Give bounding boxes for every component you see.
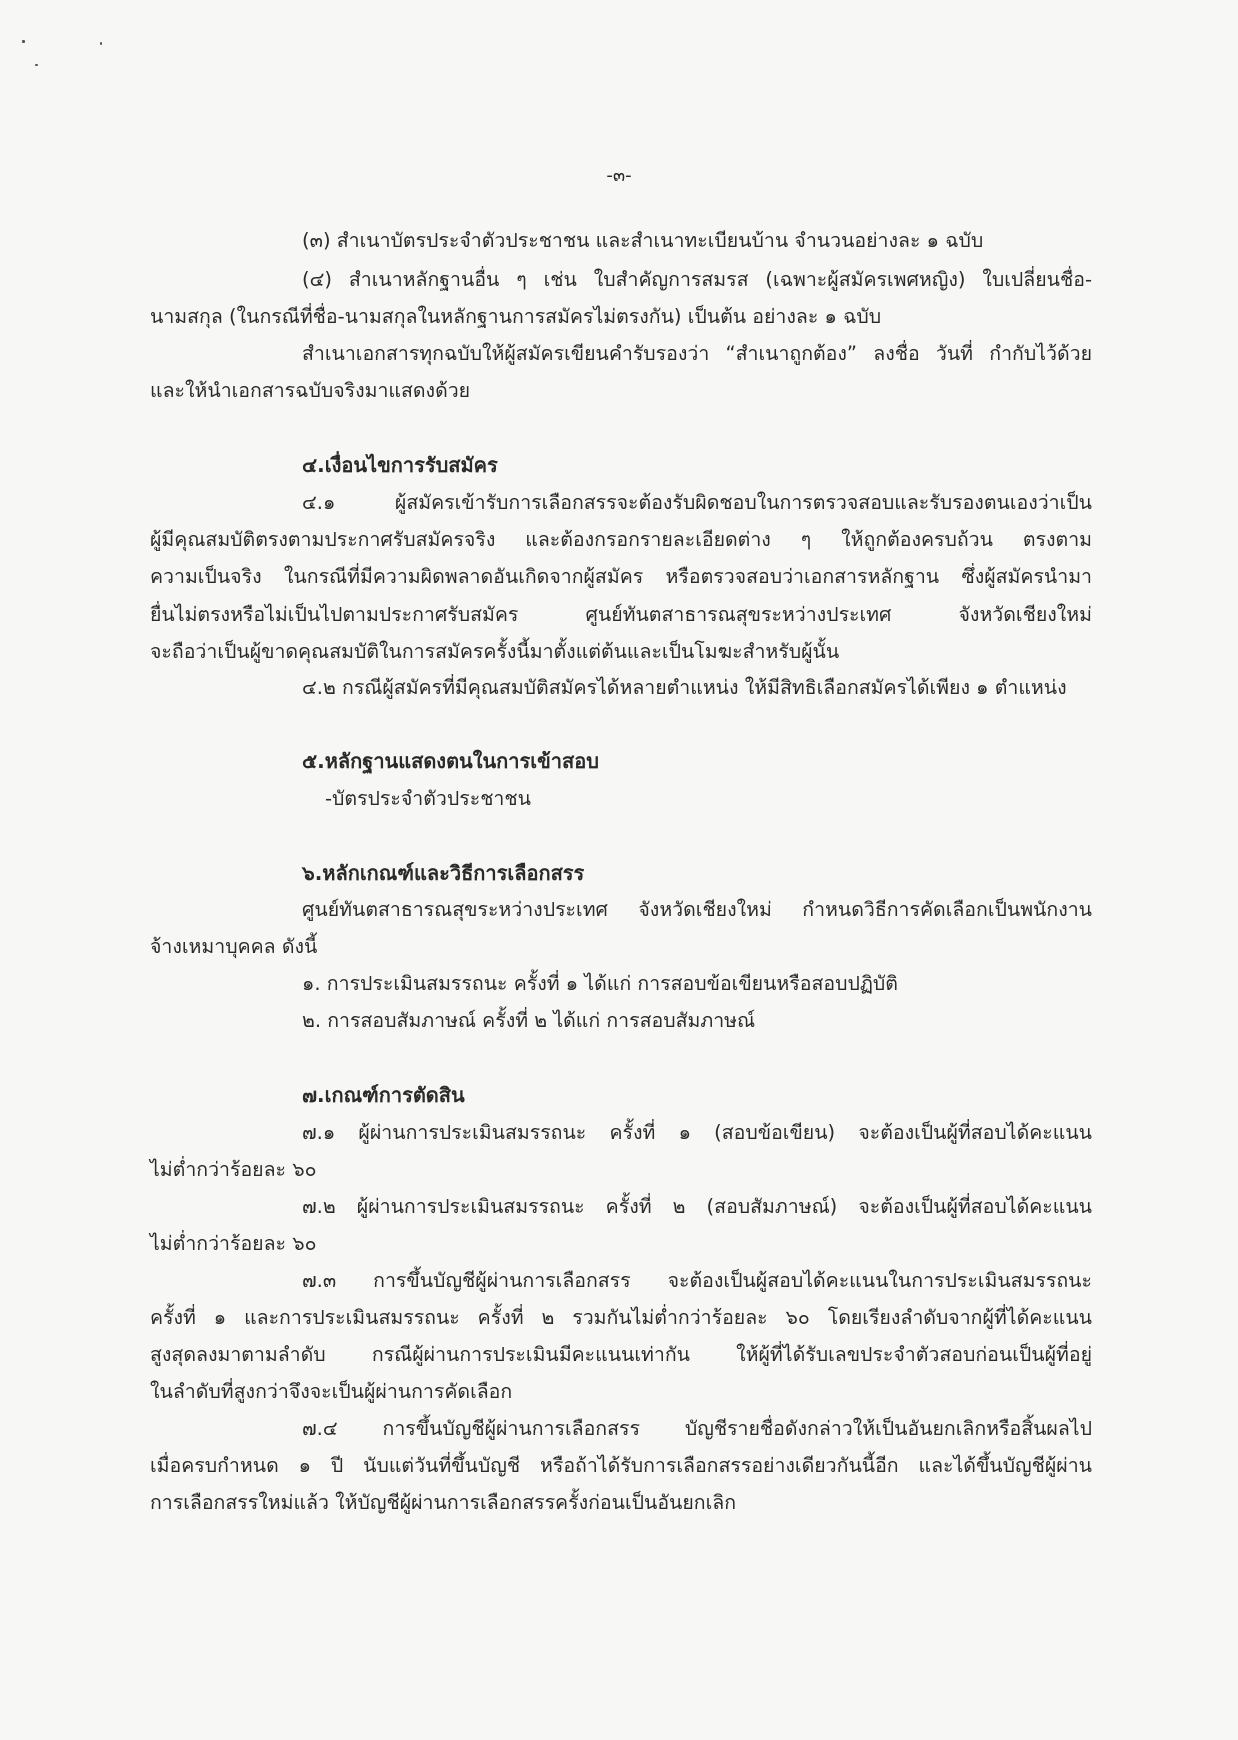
paragraph-line: ๗.๓ การขึ้นบัญชีผู้ผ่านการเลือกสรร จะต้องเป็นผู้สอบได้คะแนนในการประเมินสมรรถนะ [302,1269,1092,1292]
paragraph-line: ครั้งที่ ๑ และการประเมินสมรรถนะ ครั้งที่ ๒ รวมกันไม่ต่ำกว่าร้อยละ ๖๐ โดยเรียงลำดับจากผู้ที่ได้คะแนน [150,1306,1092,1329]
paragraph-line: ความเป็นจริง ในกรณีที่มีความผิดพลาดอันเกิดจากผู้สมัคร หรือตรวจสอบว่าเอกสารหลักฐาน ซึ่งผู้สมัครนำมา [150,565,1092,588]
paragraph-line: ไม่ต่ำกว่าร้อยละ ๖๐ [150,1232,317,1255]
page-number: -๓- [606,165,632,186]
paragraph-line: ๔.๒ กรณีผู้สมัครที่มีคุณสมบัติสมัครได้หลายตำแหน่ง ให้มีสิทธิเลือกสมัครได้เพียง ๑ ตำแหน่ง [302,676,1067,699]
paragraph-line: ๔.๑ ผู้สมัครเข้ารับการเลือกสรรจะต้องรับผิดชอบในการตรวจสอบและรับรองตนเองว่าเป็น [302,491,1092,514]
paragraph-line: นามสกุล (ในกรณีที่ชื่อ-นามสกุลในหลักฐานการสมัครไม่ตรงกัน) เป็นต้น อย่างละ ๑ ฉบับ [150,305,882,328]
paragraph-line: ๗.๔ การขึ้นบัญชีผู้ผ่านการเลือกสรร บัญชีรายชื่อดังกล่าวให้เป็นอันยกเลิกหรือสิ้นผลไป [302,1417,1092,1440]
paragraph-line: จ้างเหมาบุคคล ดังนี้ [150,935,318,958]
scan-speck [35,64,38,66]
paragraph-line: ยื่นไม่ตรงหรือไม่เป็นไปตามประกาศรับสมัคร ศูนย์ทันตสาธารณสุขระหว่างประเทศ จังหวัดเชียงใหม่ [150,603,1092,626]
paragraph-line: การเลือกสรรใหม่แล้ว ให้บัญชีผู้ผ่านการเลือกสรรครั้งก่อนเป็นอันยกเลิก [150,1491,737,1514]
paragraph-line: -บัตรประจำตัวประชาชน [325,787,531,810]
paragraph-line: ไม่ต่ำกว่าร้อยละ ๖๐ [150,1158,317,1181]
paragraph-line: สำเนาเอกสารทุกฉบับให้ผู้สมัครเขียนคำรับรองว่า “สำเนาถูกต้อง” ลงชื่อ วันที่ กำกับไว้ด้วย [302,342,1092,365]
paragraph-line: ในลำดับที่สูงกว่าจึงจะเป็นผู้ผ่านการคัดเลือก [150,1380,513,1403]
paragraph-line: ๒. การสอบสัมภาษณ์ ครั้งที่ ๒ ได้แก่ การสอบสัมภาษณ์ [302,1009,756,1032]
paragraph-line: จะถือว่าเป็นผู้ขาดคุณสมบัติในการสมัครครั้งนี้มาตั้งแต่ต้นและเป็นโมฆะสำหรับผู้นั้น [150,640,840,663]
scan-speck [22,40,25,43]
scan-speck [100,42,102,45]
paragraph-line: ๗.๒ ผู้ผ่านการประเมินสมรรถนะ ครั้งที่ ๒ (สอบสัมภาษณ์) จะต้องเป็นผู้ที่สอบได้คะแนน [302,1195,1092,1218]
paragraph-line: (๔) สำเนาหลักฐานอื่น ๆ เช่น ใบสำคัญการสมรส (เฉพาะผู้สมัครเพศหญิง) ใบเปลี่ยนชื่อ- [302,268,1092,291]
paragraph-line: ศูนย์ทันตสาธารณสุขระหว่างประเทศ จังหวัดเชียงใหม่ กำหนดวิธีการคัดเลือกเป็นพนักงาน [302,898,1092,921]
paragraph-line: และให้นำเอกสารฉบับจริงมาแสดงด้วย [150,379,471,402]
paragraph-line: เมื่อครบกำหนด ๑ ปี นับแต่วันที่ขึ้นบัญชี หรือถ้าได้รับการเลือกสรรอย่างเดียวกันนี้อีก และได้ขึ้นบัญชีผู้ผ่าน [150,1454,1092,1477]
section-heading: ๖.หลักเกณฑ์และวิธีการเลือกสรร [302,861,585,885]
section-heading: ๕.หลักฐานแสดงตนในการเข้าสอบ [302,749,599,773]
paragraph-line: ๗.๑ ผู้ผ่านการประเมินสมรรถนะ ครั้งที่ ๑ (สอบข้อเขียน) จะต้องเป็นผู้ที่สอบได้คะแนน [302,1121,1092,1144]
paragraph-line: ๑. การประเมินสมรรถนะ ครั้งที่ ๑ ได้แก่ การสอบข้อเขียนหรือสอบปฏิบัติ [302,972,898,995]
paragraph-line: สูงสุดลงมาตามลำดับ กรณีผู้ผ่านการประเมินมีคะแนนเท่ากัน ให้ผู้ที่ได้รับเลขประจำตัวสอบก่อนเป็นผู้ที่อยู่ [150,1343,1092,1366]
section-heading: ๔.เงื่อนไขการรับสมัคร [302,453,498,477]
section-heading: ๗.เกณฑ์การตัดสิน [302,1083,465,1107]
paragraph-line: (๓) สำเนาบัตรประจำตัวประชาชน และสำเนาทะเบียนบ้าน จำนวนอย่างละ ๑ ฉบับ [302,229,984,252]
paragraph-line: ผู้มีคุณสมบัติตรงตามประกาศรับสมัครจริง และต้องกรอกรายละเอียดต่าง ๆ ให้ถูกต้องครบถ้วน ตรงตาม [150,528,1092,551]
